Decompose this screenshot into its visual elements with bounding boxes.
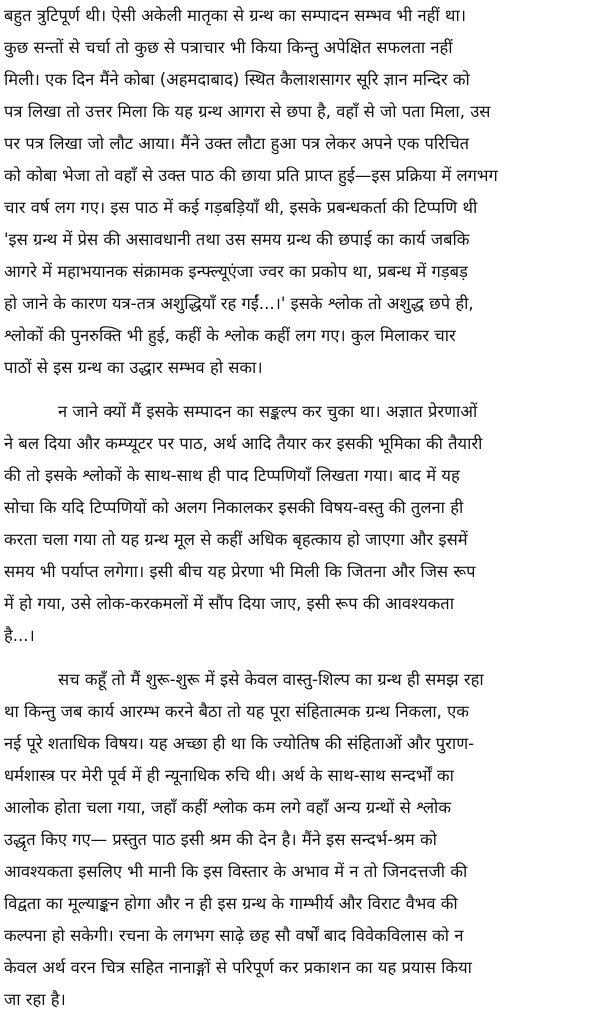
- paragraph-2-line-4: सोचा कि यदि टिप्पणियों को अलग निकालकर इसकी विषय-वस्तु की तुलना ही: [4, 498, 464, 517]
- paragraph-3-line-1: सच कहूँ तो मैं शुरू-शुरू में इसे केवल वास्तु-शिल्प का ग्रन्थ ही समझ रहा: [58, 670, 484, 689]
- paragraph-1-line-6: को कोबा भेजा तो वहाँ से उक्त पाठ की छाया प्रति प्राप्त हुई—इस प्रक्रिया में लगभग: [4, 166, 498, 185]
- paragraph-1-line-4: पत्र लिखा तो उत्तर मिला कि यह ग्रन्थ आगरा से छपा है, वहाँ से जो पता मिला, उस: [4, 102, 491, 121]
- paragraph-1-line-11: श्लोकों की पुनरुक्ति भी हुई, कहीं के श्लोक कहीं लग गए। कुल मिलाकर चार: [4, 326, 456, 345]
- paragraph-2-line-2: ने बल दिया और कम्प्यूटर पर पाठ, अर्थ आदि तैयार कर इसकी भूमिका की तैयारी: [4, 434, 483, 453]
- paragraph-1-line-7: चार वर्ष लग गए। इस पाठ में कई गड़बड़ियाँ थी, इसके प्रबन्धकर्ता की टिप्पणि थी: [4, 198, 478, 217]
- paragraph-1-line-12: पाठों से इस ग्रन्थ का उद्धार सम्भव हो सका।: [4, 358, 263, 377]
- paragraph-3-line-8: विद्वता का मूल्याङ्कन होगा और न ही इस ग्रन्थ के गाम्भीर्य और विराट वैभव की: [4, 894, 458, 913]
- paragraph-1-line-1: बहुत त्रुटिपूर्ण थी। ऐसी अकेली मातृका से ग्रन्थ का सम्पादन सम्भव भी नहीं था।: [4, 6, 466, 25]
- paragraph-3-line-4: धर्मशास्त्र पर मेरी पूर्व में ही न्यूनाधिक रुचि थी। अर्थ के साथ-साथ सन्दर्भों का: [4, 766, 454, 785]
- paragraph-2-line-3: की तो इसके श्लोकों के साथ-साथ ही पाद टिप्पणियाँ लिखता गया। बाद में यह: [4, 466, 460, 485]
- paragraph-2-line-5: करता चला गया तो यह ग्रन्थ मूल से कहीं अधिक बृहत्काय हो जाएगा और इसमें: [4, 530, 468, 549]
- paragraph-3-line-3: नई पूरे शताधिक विषय। यह अच्छा ही था कि ज्योतिष की संहिताओं और पुराण-: [4, 734, 475, 753]
- paragraph-1-line-5: पर पत्र लिखा जो लौट आया। मैंने उक्त लौटा हुआ पत्र लेकर अपने एक परिचित: [4, 134, 470, 153]
- paragraph-1-line-3: मिली। एक दिन मैंने कोबा (अहमदाबाद) स्थित कैलाशसागर सूरि ज्ञान मन्दिर को: [4, 70, 470, 89]
- paragraph-1-line-2: कुछ सन्तों से चर्चा तो कुछ से पत्राचार भी किया किन्तु अपेक्षित सफलता नहीं: [4, 38, 453, 57]
- paragraph-2-line-7: में हो गया, उसे लोक-करकमलों में सौंप दिया जाए, इसी रूप की आवश्यकता: [4, 594, 454, 613]
- paragraph-3-line-11: जा रहा है।: [4, 990, 66, 1009]
- paragraph-2-line-1: न जाने क्यों मैं इसके सम्पादन का सङ्कल्प कर चुका था। अज्ञात प्रेरणाओं: [58, 402, 478, 421]
- paragraph-1-line-8: 'इस ग्रन्थ में प्रेस की असावधानी तथा उस समय ग्रन्थ की छपाई का कार्य जबकि: [4, 230, 470, 249]
- paragraph-3-line-7: आवश्यकता इसलिए भी मानी कि इस विस्तार के अभाव में न तो जिनदत्तजी की: [4, 862, 468, 881]
- paragraph-1-line-9: आगरे में महाभयानक संक्रामक इन्फ्ल्यूएंजा ज्वर का प्रकोप था, प्रबन्ध में गड़बड़: [4, 262, 468, 281]
- paragraph-3-line-10: केवल अर्थ वरन चित्र सहित नानाङ्गों से परिपूर्ण कर प्रकाशन का यह प्रयास किया: [4, 958, 472, 977]
- paragraph-1-line-10: हो जाने के कारण यत्र-तत्र अशुद्धियाँ रह गईं...।' इसके श्लोक तो अशुद्ध छपे ही,: [4, 294, 474, 313]
- paragraph-2-line-6: समय भी पर्याप्त लगेगा। इसी बीच यह प्रेरणा भी मिली कि जितना और जिस रूप: [4, 562, 476, 581]
- paragraph-3-line-2: था किन्तु जब कार्य आरम्भ करने बैठा तो यह पूरा संहितात्मक ग्रन्थ निकला, एक: [4, 702, 469, 721]
- paragraph-3-line-9: कल्पना हो सकेगी। रचना के लगभग साढ़े छह सौ वर्षों बाद विवेकविलास को न: [4, 926, 464, 945]
- paragraph-2-line-8: है...।: [4, 626, 35, 645]
- paragraph-3-line-5: आलोक होता चला गया, जहाँ कहीं श्लोक कम लगे वहाँ अन्य ग्रन्थों से श्लोक: [4, 798, 452, 817]
- paragraph-3-line-6: उद्धृत किए गए— प्रस्तुत पाठ इसी श्रम की देन है। मैंने इस सन्दर्भ-श्रम को: [4, 830, 437, 849]
